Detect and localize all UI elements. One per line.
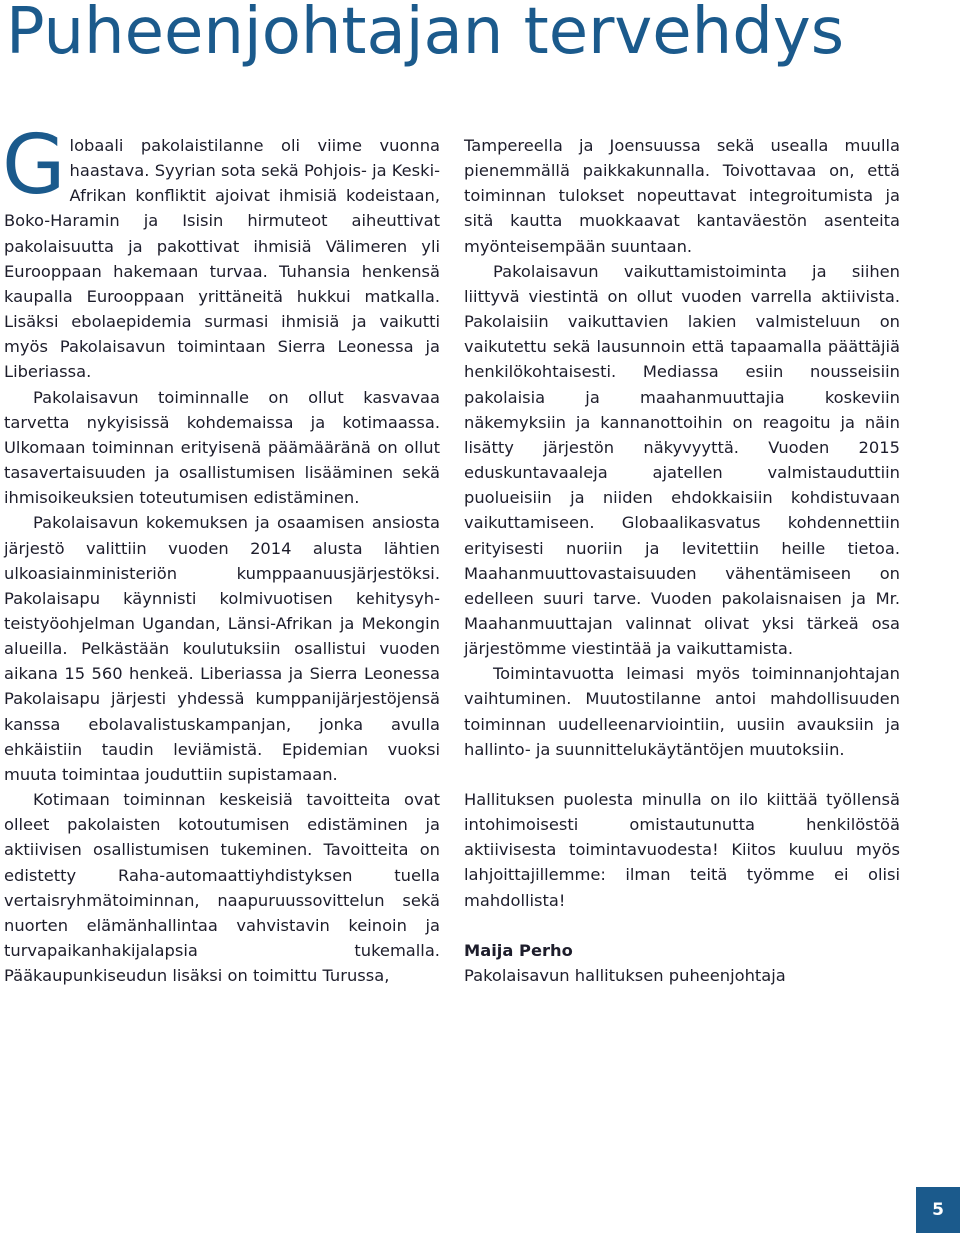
paragraph: Pakolaisavun vaikuttamistoiminta ja siihen liittyvä viestintä on ollut vuoden varrella aktiivista. Pakolaisiin vaikuttavien lakien valmisteluun on vaikutettu sekä lausunnoin että tapaamalla päättäjiä henkilökohtaisesti. Mediassa esiin nousseisiin pakolaisia ja maahanmuuttajia koskeviin näkemyksiin ja kannanottoihin on reagoitu ja näin lisätty järjestön näkyvyyttä. Vuoden 2015 eduskuntavaaleja ajatellen valmistauduttiin puolueisiin ja niiden ehdokkaisiin kohdistuvaan vaikuttamiseen. Globaalikasvatus kohdennettiin erityisesti nuoriin ja levitettiin heille tietoa. Maahanmuuttovastaisuuden vähentämiseen on edelleen suuri tarve. Vuoden pakolaisnaisen ja Mr. Maahanmuuttajan valinnat olivat yksi tärkeä osa järjestömme viestintää ja vaikuttamista. [464,261,900,659]
spacer [464,913,900,938]
page-number: 5 [916,1187,960,1233]
spacer [464,762,900,787]
paragraph: Pakolaisavun kokemuksen ja osaamisen ansiosta järjestö valittiin vuoden 2014 alusta lähtien ulkoasiainministeriön kumppaanuusjärjestöksi. Pakolaisapu käynnisti kolmivuotisen kehitysyhteistyöohjelman Ugandan, Länsi-Afrikan ja Mekongin alueilla. Pelkästään koulutuksiin osallistui vuoden aikana 15 560 henkeä. Liberiassa ja Sierra Leonessa Pakolaisapu järjesti yhdessä kumppanijärjestöjensä kanssa ebolavalistuskampanjan, jonka avulla ehkäistiin taudin leviämistä. Epidemian vuoksi muuta toimintaa jouduttiin supistamaan. [4,513,440,784]
signer-name: Maija Perho [464,940,573,960]
drop-cap: G [2,118,66,213]
paragraph-thanks: Hallituksen puolesta minulla on ilo kiittää työllensä intohimoisesti omistautunutta henkilöstöä aktiivisesta toimintavuodesta! Kiitos kuuluu myös lahjoittajillemme: ilman teitä työmme ei olisi mahdollista! [464,789,900,910]
signer-role: Pakolaisavun hallituksen puheenjohtaja [464,965,786,985]
page-title: Puheenjohtajan tervehdys [6,0,845,69]
paragraph: Toimintavuotta leimasi myös toiminnanjohtajan vaihtuminen. Muutostilanne antoi mahdollisuuden toiminnan uudelleenarviointiin, uusiin avauksiin ja hallinto- ja suunnittelukäytäntöjen muutoksiin. [464,664,900,759]
paragraph-intro [2,118,440,385]
right-column [464,133,900,988]
paragraph: Pakolaisavun toiminnalle on ollut kasvavaa tarvetta nykyisissä kohdemaissa ja kotimaassa. Ulkomaan toiminnan erityisenä päämääränä on ollut tasavertaisuuden ja osallistumisen lisääminen sekä ihmisoikeuksien toteutumisen edistäminen. [4,387,440,508]
paragraph-intro-text: lobaali pakolaistilanne oli viime vuonna haastava. Syyrian sota sekä Pohjois- ja Keski-Afrikan konfliktit ajoivat ihmisiä kodeistaan, Boko-Haramin ja Isisin hirmuteot aiheuttivat pakolaisuutta ja pakottivat ihmisiä Välimeren yli Eurooppaan hakemaan turvaa. Tuhansia henkensä kaupalla Eurooppaan yrittäneitä hukkui matkalla. Lisäksi ebolaepidemia surmasi ihmisiä ja vaikutti myös Pakolaisavun toimintaan Sierra Leonessa ja Liberiassa. [4,136,440,382]
left-column [2,118,440,988]
paragraph: Tampereella ja Joensuussa sekä usealla muulla pienemmällä paikkakunnalla. Toivottavaa on, että toiminnan tulokset nopeuttavat integroitumista ja sitä kautta muokkaavat kantaväestön asenteita myönteisempään suuntaan. [464,136,900,256]
paragraph: Kotimaan toiminnan keskeisiä tavoitteita ovat olleet pakolaisten kotoutumisen edistäminen ja aktiivisen osallistumisen tukeminen. Tavoitteita on edistetty Raha-automaattiyhdistyksen tuella vertaisryhmätoiminnan, naapuruussovittelun sekä nuorten elämänhallintaa vahvistavin keinoin ja turvapaikanhakijalapsia tukemalla. Pääkaupunkiseudun lisäksi on toimittu Turussa, [4,790,440,986]
